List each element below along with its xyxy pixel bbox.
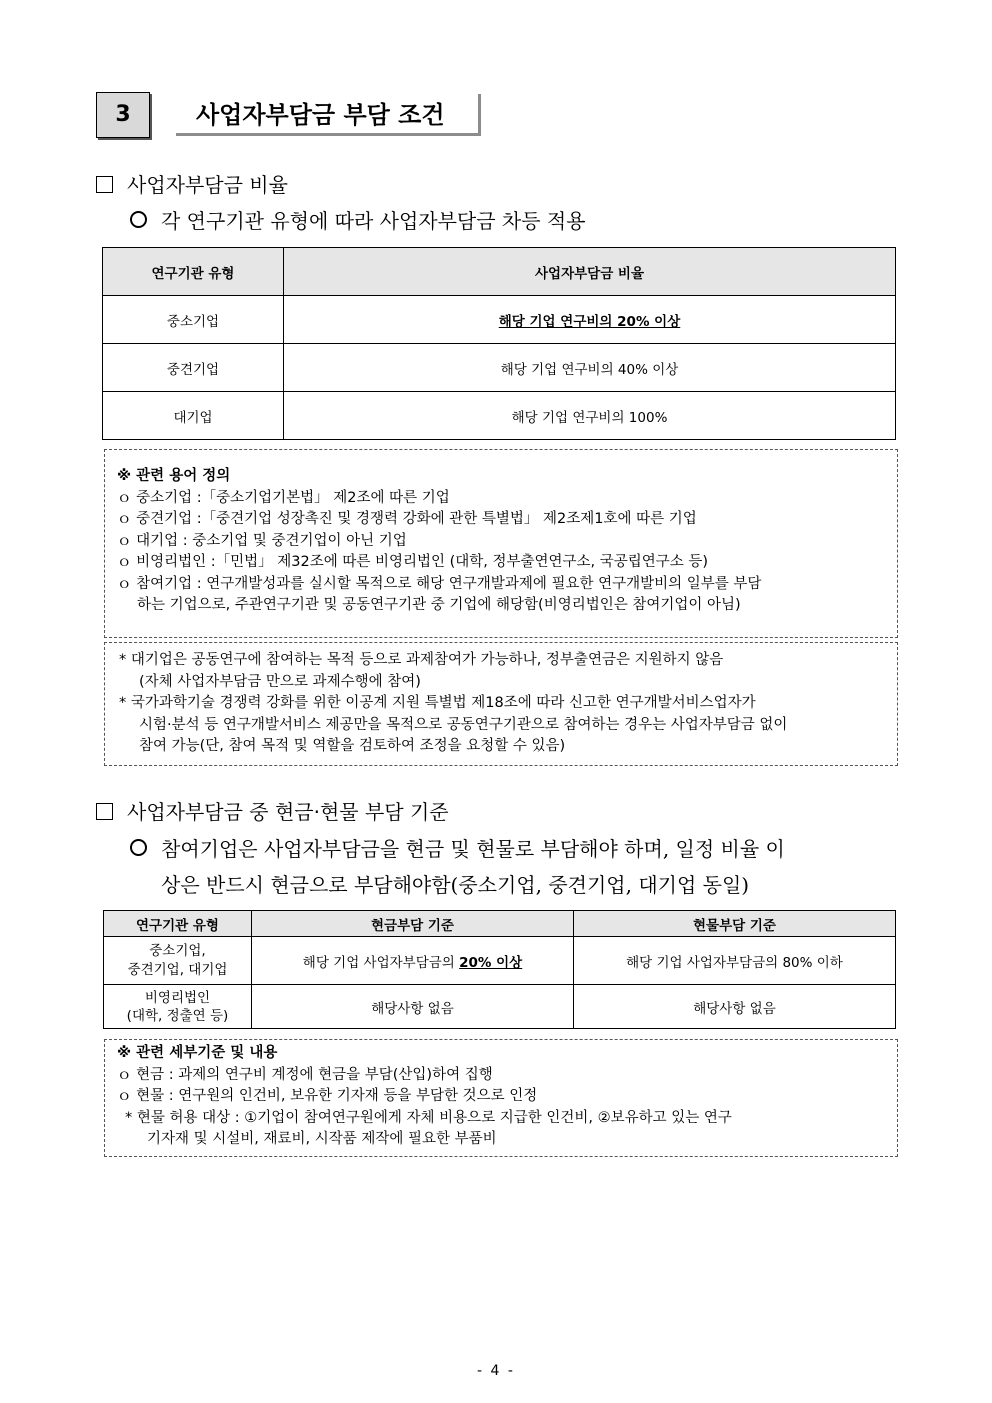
page-number: - 4 - <box>477 1363 515 1379</box>
note-line: 참여 가능(단, 참여 목적 및 역할을 검토하여 조정을 요청할 수 있음) <box>139 738 566 754</box>
table-row <box>103 344 896 392</box>
checkbox-square-icon <box>96 176 113 193</box>
table-cell: 중견기업 <box>103 344 284 392</box>
note-line: * 국가과학기술 경쟁력 강화를 위한 이공계 지원 특별법 제18조에 따라 신고한 연구개발서비스업자가 <box>119 695 756 711</box>
ratio-table <box>102 247 896 440</box>
section-1-subheading <box>130 208 586 234</box>
org-type-line: (대학, 정출연 등) <box>126 1007 229 1024</box>
org-type-line: 중소기업, <box>149 942 206 959</box>
section-1-title: 사업자부담금 비율 <box>127 173 288 197</box>
notes-box <box>104 642 898 766</box>
definitions-box <box>104 449 898 638</box>
table-header: 연구기관 유형 <box>104 911 252 937</box>
cash-inkind-table <box>103 910 896 1029</box>
section-1-heading <box>96 172 288 198</box>
paragraph-line: 참여기업은 사업자부담금을 현금 및 현물로 부담해야 하며, 일정 비율 이 <box>161 837 785 861</box>
table-header: 현물부담 기준 <box>574 911 896 937</box>
table-row <box>103 296 896 344</box>
emphasized-ratio: 20% 이상 <box>459 954 523 971</box>
table-row <box>104 985 896 1029</box>
table-cell <box>252 937 574 985</box>
section-number: 3 <box>96 92 150 138</box>
org-type-line: 비영리법인 <box>144 989 211 1006</box>
circle-bullet-icon <box>130 211 147 228</box>
org-type-line: 중견기업, 대기업 <box>127 961 228 978</box>
table-cell <box>104 985 252 1029</box>
definition-line: ｏ 참여기업 : 연구개발성과를 실시할 목적으로 해당 연구개발과제에 필요한 연구개발비의 일부를 부담 <box>117 575 762 592</box>
emphasized-ratio: 해당 기업 연구비의 20% 이상 <box>498 313 681 330</box>
detail-line: 기자재 및 시설비, 재료비, 시작품 제작에 필요한 부품비 <box>147 1131 497 1147</box>
section-2-title: 사업자부담금 중 현금·현물 부담 기준 <box>127 800 449 824</box>
table-cell: 해당 기업 사업자부담금의 80% 이하 <box>574 937 896 985</box>
table-cell <box>104 937 252 985</box>
table-cell: 대기업 <box>103 392 284 440</box>
definitions-title: ※ 관련 용어 정의 <box>117 468 231 484</box>
table-header: 현금부담 기준 <box>252 911 574 937</box>
table-header: 연구기관 유형 <box>103 248 284 296</box>
section-1-subtitle: 각 연구기관 유형에 따라 사업자부담금 차등 적용 <box>161 209 586 233</box>
table-cell: 중소기업 <box>103 296 284 344</box>
table-cell <box>284 296 896 344</box>
details-box <box>104 1039 898 1157</box>
section-2-heading <box>96 799 449 825</box>
table-header-row <box>104 911 896 937</box>
definition-line: ｏ 중소기업 :「중소기업기본법」 제2조에 따른 기업 <box>117 489 450 506</box>
definition-line: ｏ 대기업 : 중소기업 및 중견기업이 아닌 기업 <box>117 532 407 549</box>
definition-line: 하는 기업으로, 주관연구기관 및 공동연구기관 중 기업에 해당함(비영리법인은 참여기업이 아님) <box>137 597 741 613</box>
table-cell: 해당사항 없음 <box>574 985 896 1029</box>
section-2-paragraph <box>130 831 785 903</box>
note-line: * 대기업은 공동연구에 참여하는 목적 등으로 과제참여가 가능하나, 정부출연금은 지원하지 않음 <box>119 652 724 668</box>
definition-line: ｏ 비영리법인 :「민법」 제32조에 따른 비영리법인 (대학, 정부출연연구소, 국공립연구소 등) <box>117 554 709 570</box>
table-row <box>103 392 896 440</box>
definition-line: ｏ 중견기업 :「중견기업 성장촉진 및 경쟁력 강화에 관한 특별법」 제2조제1호에 따른 기업 <box>117 511 697 527</box>
detail-line: ｏ 현금 : 과제의 연구비 계정에 현금을 부담(산입)하여 집행 <box>117 1066 493 1083</box>
table-row <box>104 937 896 985</box>
table-cell: 해당 기업 연구비의 40% 이상 <box>284 344 896 392</box>
table-cell: 해당사항 없음 <box>252 985 574 1029</box>
detail-line: * 현물 허용 대상 : ①기업이 참여연구원에게 자체 비용으로 지급한 인건비, ②보유하고 있는 연구 <box>125 1109 732 1126</box>
page-title: 사업자부담금 부담 조건 <box>176 94 481 136</box>
table-header-row <box>103 248 896 296</box>
detail-line: ｏ 현물 : 연구원의 인건비, 보유한 기자재 등을 부담한 것으로 인정 <box>117 1088 538 1104</box>
details-title: ※ 관련 세부기준 및 내용 <box>117 1045 278 1061</box>
note-line: 시험·분석 등 연구개발서비스 제공만을 목적으로 공동연구기관으로 참여하는 경우는 사업자부담금 없이 <box>139 716 788 733</box>
checkbox-square-icon <box>96 803 113 820</box>
table-header: 사업자부담금 비율 <box>284 248 896 296</box>
table-cell: 해당 기업 연구비의 100% <box>284 392 896 440</box>
circle-bullet-icon <box>130 839 147 856</box>
note-line: (자체 사업자부담금 만으로 과제수행에 참여) <box>139 673 421 690</box>
paragraph-line: 상은 반드시 현금으로 부담해야함(중소기업, 중견기업, 대기업 동일) <box>161 873 750 897</box>
cash-criteria-text: 해당 기업 사업자부담금의 <box>302 954 460 971</box>
